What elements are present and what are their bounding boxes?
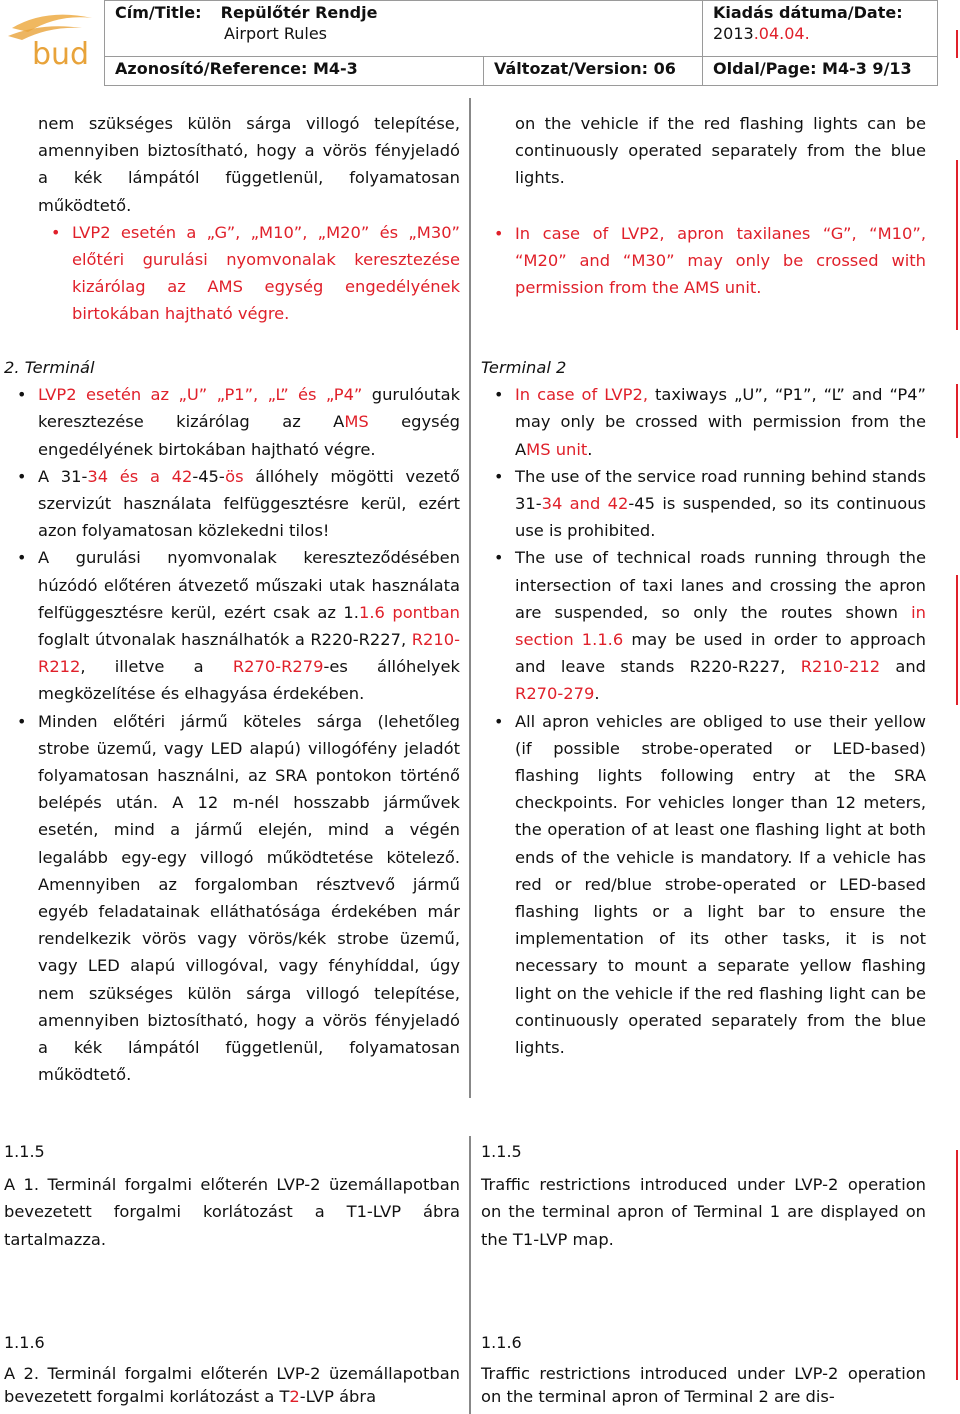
hu-section-1: [38, 110, 460, 328]
hu-section-116-text: A 2. Terminál forgalmi előterén LVP-2 üzemállapotban bevezetett forgalmi korlátozást a T2-LVP ábra: [4, 1364, 460, 1407]
title-en: Airport Rules: [224, 24, 328, 43]
en-section-116: [481, 1329, 926, 1408]
reference-cell: [105, 57, 484, 86]
hu-bullet-lvp2-m-taxilanes: • LVP2 esetén a „G”, „M10”, „M20” és „M30” előtéri gurulási nyomvonalak keresztezése kizárólag az AMS egység engedélyének birtokában hajtható végre.: [38, 219, 460, 328]
en-section-116-text: Traffic restrictions introduced under LVP-2 operation on the terminal apron of Terminal 2 are dis-: [481, 1364, 926, 1407]
title-label: Cím/Title:: [115, 3, 202, 22]
en-section-115-text: Traffic restrictions introduced under LVP-2 operation on the terminal apron of Terminal 1 are displayed on the T1-LVP map.: [481, 1175, 926, 1249]
logo-text: bud: [32, 37, 90, 70]
en-continuation: on the vehicle if the red flashing lights can be continuously operated separately from the blue lights.: [515, 114, 926, 188]
revision-bar: [956, 384, 958, 438]
hu-bullet-technical-roads: • A gurulási nyomvonalak kereszteződésében húzódó előtéren átvezető műszaki utak használata felfüggesztésre kerül, ezért csak az 1.1.6 pontban foglalt útvonalak használhatók a R220-R227, R210-R212, illetve a R270-R279-es állóhelyek megközelítése és elhagyása érdekében.: [4, 544, 460, 707]
issue-date-year: 2013: [713, 24, 754, 43]
hu-continuation: nem szükséges külön sárga villogó telepítése, amennyiben biztosítható, hogy a vörös fényjeladó a kék lámpától függetlenül, folyamatosan működtető.: [38, 114, 460, 215]
hu-section-115: [4, 1138, 460, 1253]
reference-label: Azonosító/Reference: M4-3: [115, 59, 358, 78]
en-bullet-flashing-lights: • All apron vehicles are obliged to use their yellow (if possible strobe-operated or LED-based) flashing lights following entry at the SRA checkpoints. For vehicles longer than 12 meters, the operation of at least one flashing light at both ends of the vehicle is mandatory. If a vehicle has red or red/blue strobe-operated or LED-based flashing lights or a light bar to ensure the implementation of its other tasks, it is not necessary to mount a separate yellow flashing light on the vehicle if the red flashing light can be continuously operated separately from the blue lights.: [481, 708, 926, 1062]
revision-bar: [956, 160, 958, 330]
hu-terminal-2-heading: 2. Terminál: [4, 358, 95, 377]
bud-logo: [6, 6, 98, 70]
document-header: [104, 0, 938, 86]
section-number: 1.1.6: [481, 1333, 522, 1352]
en-bullet-taxiway-crossing: • In case of LVP2, taxiways „U”, “P1”, “L” and “P4” may only be crossed with permission from the AMS unit.: [481, 381, 926, 463]
hu-bullet-taxiway-crossing: • LVP2 esetén az „U” „P1”, „L” és „P4” gurulóutak keresztezése kizárólag az AMS egység engedélyének birtokában hajtható végre.: [4, 381, 460, 463]
en-terminal-2: [481, 354, 926, 1061]
en-bullet-technical-roads: • The use of technical roads running through the intersection of taxi lanes and crossing the apron are suspended, so only the routes shown in section 1.1.6 may be used in order to approach and leave stands R220-R227, R210-212 and R270-279.: [481, 544, 926, 707]
title-cell: [105, 1, 703, 57]
version-label: Változat/Version: 06: [494, 59, 676, 78]
issue-label: Kiadás dátuma/Date:: [713, 3, 903, 22]
hu-section-115-text: A 1. Terminál forgalmi előterén LVP-2 üzemállapotban bevezetett forgalmi korlátozást a T1-LVP ábra tartalmazza.: [4, 1175, 460, 1249]
page-label: Oldal/Page: M4-3 9/13: [713, 59, 912, 78]
issue-cell: [703, 1, 938, 57]
hu-bullet-service-road: • A 31-34 és a 42-45-ös állóhely mögötti vezető szervizút használata felfüggesztésre kerül, ezért azon folyamatosan közlekedni tilos!: [4, 463, 460, 545]
section-number: 1.1.5: [481, 1142, 522, 1161]
en-bullet-lvp2-m-taxilanes: • In case of LVP2, apron taxilanes “G”, “M10”, “M20” and “M30” may only be crossed with permission from the AMS unit.: [481, 220, 926, 302]
section-number: 1.1.5: [4, 1142, 45, 1161]
column-divider: [469, 1136, 471, 1414]
section-number: 1.1.6: [4, 1333, 45, 1352]
revision-bar: [956, 1150, 958, 1380]
en-section-1: [515, 110, 926, 301]
en-section-115: [481, 1138, 926, 1253]
en-bullet-service-road: • The use of the service road running behind stands 31-34 and 42-45 is suspended, so its continuous use is prohibited.: [481, 463, 926, 545]
hu-section-116: [4, 1329, 460, 1408]
version-cell: [484, 57, 703, 86]
title-hu: Repülőtér Rendje: [220, 3, 378, 22]
issue-date-day: .04.04.: [753, 24, 810, 43]
column-divider: [469, 98, 471, 1098]
hu-bullet-flashing-lights: • Minden előtéri jármű köteles sárga (lehetőleg strobe üzemű, vagy LED alapú) villogófény jeladót folyamatosan használni, az SRA pontokon történő belépés után. A 12 m-nél hosszabb járművek esetén, mind a jármű elején, mind a végén legalább egy-egy villogó működtetése kötelező. Amennyiben az forgalomban résztvevő jármű egyéb feladatainak elláthatósága érdekében már rendelkezik vörös vagy vörös/kék strobe üzemű, vagy LED alapú villogóval, vagy fényhíddal, úgy nem szükséges külön sárga villogó telepítése, amennyiben biztosítható, hogy a vörös fényjeladó a kék lámpától függetlenül, folyamatosan működtető.: [4, 708, 460, 1089]
revision-bar: [956, 30, 958, 58]
en-terminal-2-heading: Terminal 2: [481, 358, 567, 377]
hu-terminal-2: [4, 354, 460, 1088]
page-cell: [703, 57, 938, 86]
revision-bar: [956, 575, 958, 705]
